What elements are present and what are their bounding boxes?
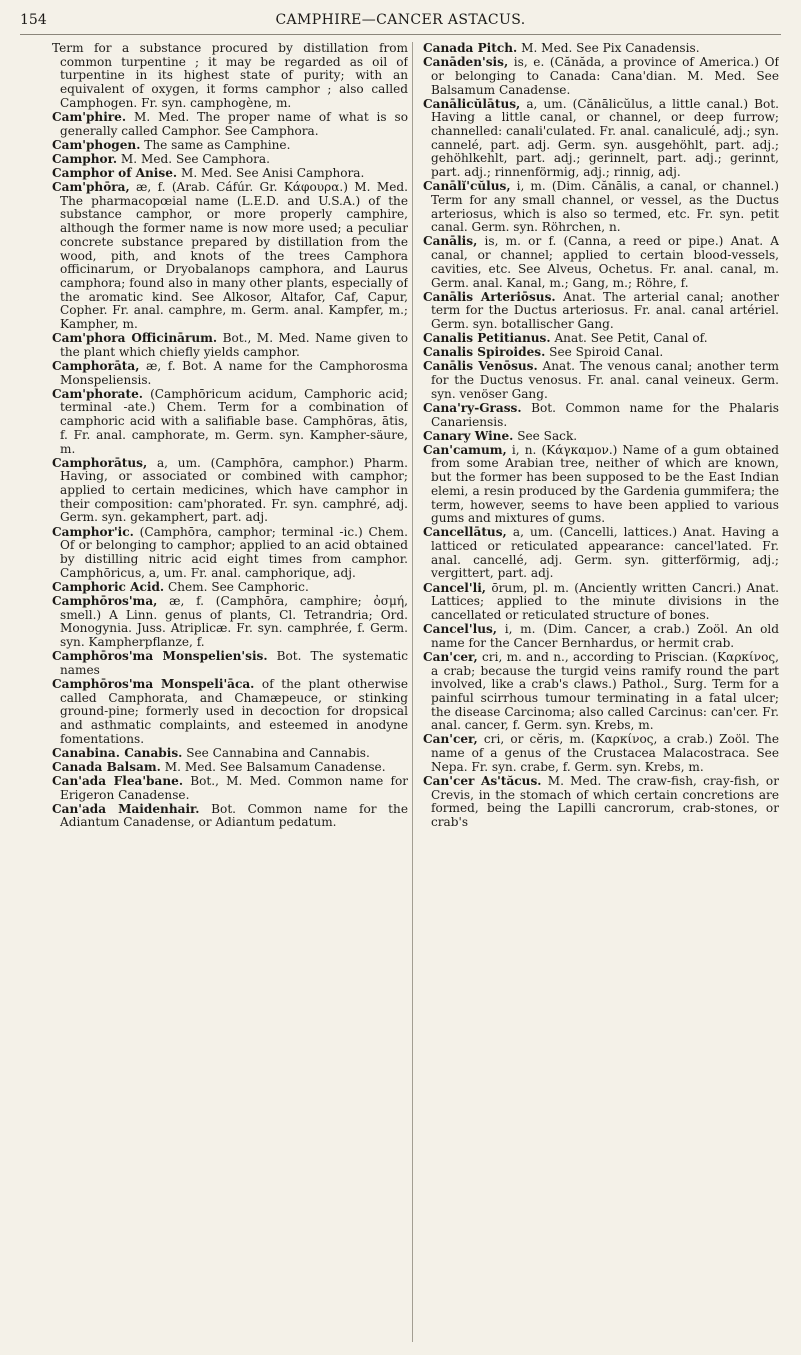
dictionary-entry <box>52 803 408 830</box>
entry-headword: Cam'phogen. <box>52 137 141 152</box>
entry-headword: Camphor. <box>52 151 118 166</box>
entry-definition: Bot., M. Med. Name given to the plant which chiefly yields camphor. <box>60 331 408 359</box>
entry-headword: Camphor of Anise. <box>52 165 178 180</box>
entry-definition: Anat. See Petit, Canal of. <box>554 331 708 346</box>
entry-definition: M. Med. See Pix Canadensis. <box>521 42 700 55</box>
entry-definition: Bot. Common name for the Adiantum Canadense, or Adiantum pedatum. <box>60 801 408 830</box>
entry-headword: Cam'phora Officinārum. <box>52 331 218 346</box>
dictionary-entry <box>52 139 408 153</box>
dictionary-entry <box>423 582 779 623</box>
dictionary-entry <box>423 291 779 332</box>
entry-headword: Canālĭ'cŭlus, <box>423 179 511 194</box>
entry-headword: Camphōros'ma, <box>52 593 158 608</box>
dictionary-entry <box>52 595 408 650</box>
dictionary-entry <box>52 111 408 138</box>
entry-headword: Canālis Venōsus. <box>423 359 538 374</box>
right-column <box>423 42 779 1347</box>
entry-headword: Canabina. Canabis. <box>52 745 183 760</box>
entry-headword: Cana'ry-Grass. <box>423 400 522 415</box>
dictionary-entry <box>423 526 779 581</box>
entry-definition: M. Med. See Anisi Camphora. <box>180 165 365 180</box>
entry-headword: Cam'phōra, <box>52 179 130 194</box>
dictionary-entry <box>423 346 779 360</box>
entry-definition: is, m. or f. (Canna, a reed or pipe.) Anat. A canal, or channel; applied to certain blood-vessels, cavities, etc. See Alveus, Ochetus. Fr. anal. canal, m. Germ. anal. Kanal, m.; Gang, m.; Röhre, f. <box>431 234 779 290</box>
entry-headword: Canāden'sis, <box>423 55 509 70</box>
dictionary-entry <box>423 56 779 97</box>
dictionary-entry <box>423 360 779 401</box>
entry-headword: Canada Pitch. <box>423 42 518 55</box>
entry-headword: Canalis Petitianus. <box>423 331 551 346</box>
entry-headword: Canālis, <box>423 234 478 249</box>
entry-headword: Camphorāta, <box>52 358 140 373</box>
entry-definition: M. Med. See Balsamum Canadense. <box>164 759 386 774</box>
entry-definition: a, um. (Camphōra, camphor.) Pharm. Having, or associated or combined with camphor; applied to certain medicines, which have camphor in their composition: cam'phorated. Fr. syn. camphré, adj. Germ. syn. gekamphert, part. adj. <box>60 455 408 525</box>
entry-headword: Camphor'ic. <box>52 524 134 539</box>
left-column <box>52 42 408 1347</box>
dictionary-entry <box>423 402 779 429</box>
entry-definition: cri, m. and n., according to Priscian. (Καρκίνος, a crab; because the turgid veins ramify round the part involved, like a crab's claws.) Pathol., Surg. Term for a painful scirrhous tumour terminating in a fatal ulcer; the disease Carcinoma; also called Carcinus: can'cer. Fr. anal. cancer, f. Germ. syn. Krebs, m. <box>431 649 779 733</box>
dictionary-entry <box>52 167 408 181</box>
dictionary-entry <box>423 332 779 346</box>
dictionary-entry <box>52 360 408 387</box>
entry-headword: Can'ada Maidenhair. <box>52 801 200 816</box>
entry-headword: Camphōros'ma Monspeli'āca. <box>52 676 255 691</box>
entry-definition: cri, or cĕris, m. (Καρκίνος, a crab.) Zoöl. The name of a genus of the Crustacea Malacostraca. See Nepa. Fr. syn. crabe, f. Germ. syn. Krebs, m. <box>431 732 779 774</box>
entry-headword: Can'camum, <box>423 442 507 457</box>
entry-headword: Cancel'li, <box>423 580 487 595</box>
entry-definition: (Camphōra, camphor; terminal -ic.) Chem. Of or belonging to camphor; applied to an acid obtained by distilling nitric acid eight times from camphor. Camphōricus, a, um. Fr. anal. camphorique, adj. <box>60 524 408 580</box>
page-number: 154 <box>20 12 47 28</box>
entry-definition: a, um. (Cănālicŭlus, a little canal.) Bot. Having a little canal, or channel, or deep furrow; channelled: canali'culated. Fr. anal. canaliculé, adj.; syn. cannelé, part. adj. Germ. syn. ausgehöhlt, part. adj.; gehöhlkehlt, part. adj.; gerinnelt, part. adj.; gerinnt, part. adj.; rinnenförmig, adj.; rinnig, adj. <box>431 96 779 180</box>
entry-definition: æ, f. (Arab. Cáfúr. Gr. Κάφουρα.) M. Med. The pharmacopœial name (L.E.D. and U.S.A.) of the substance camphor, or more properly camphire, although the former name is now more used; a peculiar concrete substance prepared by distillation from the wood, pith, and knots of the trees Camphora officinarum, or Dryobalanops camphora, and Laurus camphora; found also in many other plants, especially of the aromatic kind. See Alkosor, Altafor, Caf, Capur, Copher. Fr. anal. camphre, m. Germ. anal. Kampfer, m.; Kampher, m. <box>60 179 408 332</box>
dictionary-entry <box>423 98 779 180</box>
dictionary-entry <box>52 678 408 747</box>
running-title: CAMPHIRE—CANCER ASTACUS. <box>275 12 526 28</box>
dictionary-entry <box>52 761 408 775</box>
entry-headword: Cam'phorate. <box>52 386 143 401</box>
dictionary-entry <box>423 651 779 733</box>
entry-definition: Bot., M. Med. Common name for Erigeron Canadense. <box>60 773 408 802</box>
dictionary-entry <box>423 235 779 290</box>
entry-definition: i, m. (Dim. Cănālis, a canal, or channel.) Term for any small channel, or vessel, as the Ductus arteriosus, which is also so termed, etc. Fr. syn. petit canal. Germ. syn. Röhrchen, n. <box>431 179 779 235</box>
entry-definition: æ, f. (Camphōra, camphire; ὀσμή, smell.) A Linn. genus of plants, Cl. Tetrandria; Ord. Monogynia. Juss. Atriplicæ. Fr. syn. camphrée, f. Germ. syn. Kampherpflanze, f. <box>60 593 408 649</box>
entry-definition: The same as Camphine. <box>144 137 291 152</box>
page-header <box>20 8 781 35</box>
dictionary-entry <box>52 388 408 457</box>
entry-definition: i, m. (Dim. Cancer, a crab.) Zoöl. An old name for the Cancer Bernhardus, or hermit crab. <box>431 622 779 650</box>
entry-definition: Bot. The systematic names <box>60 649 408 677</box>
dictionary-entry <box>52 181 408 332</box>
dictionary-entry <box>423 623 779 650</box>
entry-definition: æ, f. Bot. A name for the Camphorosma Monspeliensis. <box>60 358 408 387</box>
entry-definition: Anat. The venous canal; another term for the Ductus venosus. Fr. anal. canal veineux. Germ. syn. venöser Gang. <box>431 359 779 401</box>
entry-definition: Anat. The arterial canal; another term for the Ductus arteriosus. Fr. anal. canal artériel. Germ. syn. botallischer Gang. <box>431 289 779 332</box>
dictionary-entry <box>52 775 408 802</box>
dictionary-entry <box>52 153 408 167</box>
entry-headword: Canālicŭlātus, <box>423 96 521 111</box>
entry-definition: (Camphōricum acidum, Camphoric acid; terminal -ate.) Chem. Term for a combination of camphoric acid with a salifiable base. Camphōras, ātis, f. Fr. anal. camphorate, m. Germ. syn. Kampher-säure, m. <box>60 386 408 456</box>
entry-definition: is, e. (Cănăda, a province of America.) Of or belonging to Canada: Cana'dian. M. Med. See Balsamum Canadense. <box>431 55 779 97</box>
dictionary-entry <box>52 42 408 111</box>
entry-headword: Can'ada Flea'bane. <box>52 773 184 788</box>
dictionary-entry <box>52 526 408 581</box>
dictionary-entry <box>423 42 779 56</box>
entry-definition: M. Med. See Camphora. <box>120 151 270 166</box>
entry-headword: Camphorātus, <box>52 455 148 470</box>
entry-definition: Term for a substance procured by distillation from common turpentine ; it may be regarded as oil of turpentine in its highest state of purity; with an equivalent of oxygen, it forms camphor ; also called Camphogen. Fr. syn. camphogène, m. <box>52 42 408 110</box>
entry-definition: Chem. See Camphoric. <box>167 579 309 594</box>
entry-definition: See Spiroid Canal. <box>549 345 664 360</box>
entry-definition: See Sack. <box>517 428 578 443</box>
dictionary-entry <box>52 581 408 595</box>
dictionary-entry <box>52 650 408 677</box>
entry-definition: M. Med. The proper name of what is so generally called Camphor. See Camphora. <box>60 109 408 138</box>
column-divider <box>412 42 413 1342</box>
entry-headword: Cancellātus, <box>423 525 507 540</box>
entry-headword: Cancel'lus, <box>423 622 498 636</box>
entry-definition: a, um. (Cancelli, lattices.) Anat. Having a latticed or reticulated appearance: cancel'lated. Fr. anal. cancellé, adj. Germ. syn. gitterförmig, adj.; vergittert, part. adj. <box>431 525 779 581</box>
entry-headword: Cam'phire. <box>52 109 127 124</box>
dictionary-entry <box>423 733 779 774</box>
dictionary-entry <box>423 430 779 444</box>
entry-headword: Camphoric Acid. <box>52 579 165 594</box>
entry-headword: Canalis Spiroides. <box>423 345 546 360</box>
dictionary-entry <box>423 180 779 235</box>
entry-headword: Can'cer, <box>423 732 478 747</box>
entry-headword: Can'cer, <box>423 649 478 664</box>
entry-definition: ōrum, pl. m. (Anciently written Cancri.) Anat. Lattices; applied to the minute divisions in the cancellated or reticulated structure of bones. <box>431 580 779 622</box>
entry-definition: See Cannabina and Cannabis. <box>186 745 370 760</box>
entry-definition: M. Med. The craw-fish, cray-fish, or Crevis, in the stomach of which certain concretions are formed, being the Lapilli cancrorum, crab-stones, or crab's <box>431 773 779 830</box>
dictionary-entry <box>52 747 408 761</box>
entry-headword: Canada Balsam. <box>52 759 161 774</box>
entry-definition: i, n. (Κάγκαμον.) Name of a gum obtained from some Arabian tree, neither of which are known, but the former has been supposed to be the East Indian elemi, a resin produced by the Gardenia gummifera; the term, however, seems to have been applied to various gums and mixtures of gums. <box>431 442 779 526</box>
dictionary-entry <box>52 332 408 359</box>
entry-definition: Bot. Common name for the Phalaris Canariensis. <box>431 400 779 429</box>
dictionary-entry <box>52 457 408 526</box>
entry-headword: Camphōros'ma Monspelien'sis. <box>52 649 268 664</box>
entry-headword: Canālis Arteriōsus. <box>423 289 556 304</box>
entry-headword: Canary Wine. <box>423 428 514 443</box>
entry-definition: of the plant otherwise called Camphorata, and Chamæpeuce, or stinking ground-pine; formerly used in decoction for dropsical and asthmatic complaints, and esteemed in anodyne fomentations. <box>60 676 408 746</box>
dictionary-entry <box>423 775 779 830</box>
dictionary-entry <box>423 444 779 526</box>
entry-headword: Can'cer As'tăcus. <box>423 773 542 788</box>
